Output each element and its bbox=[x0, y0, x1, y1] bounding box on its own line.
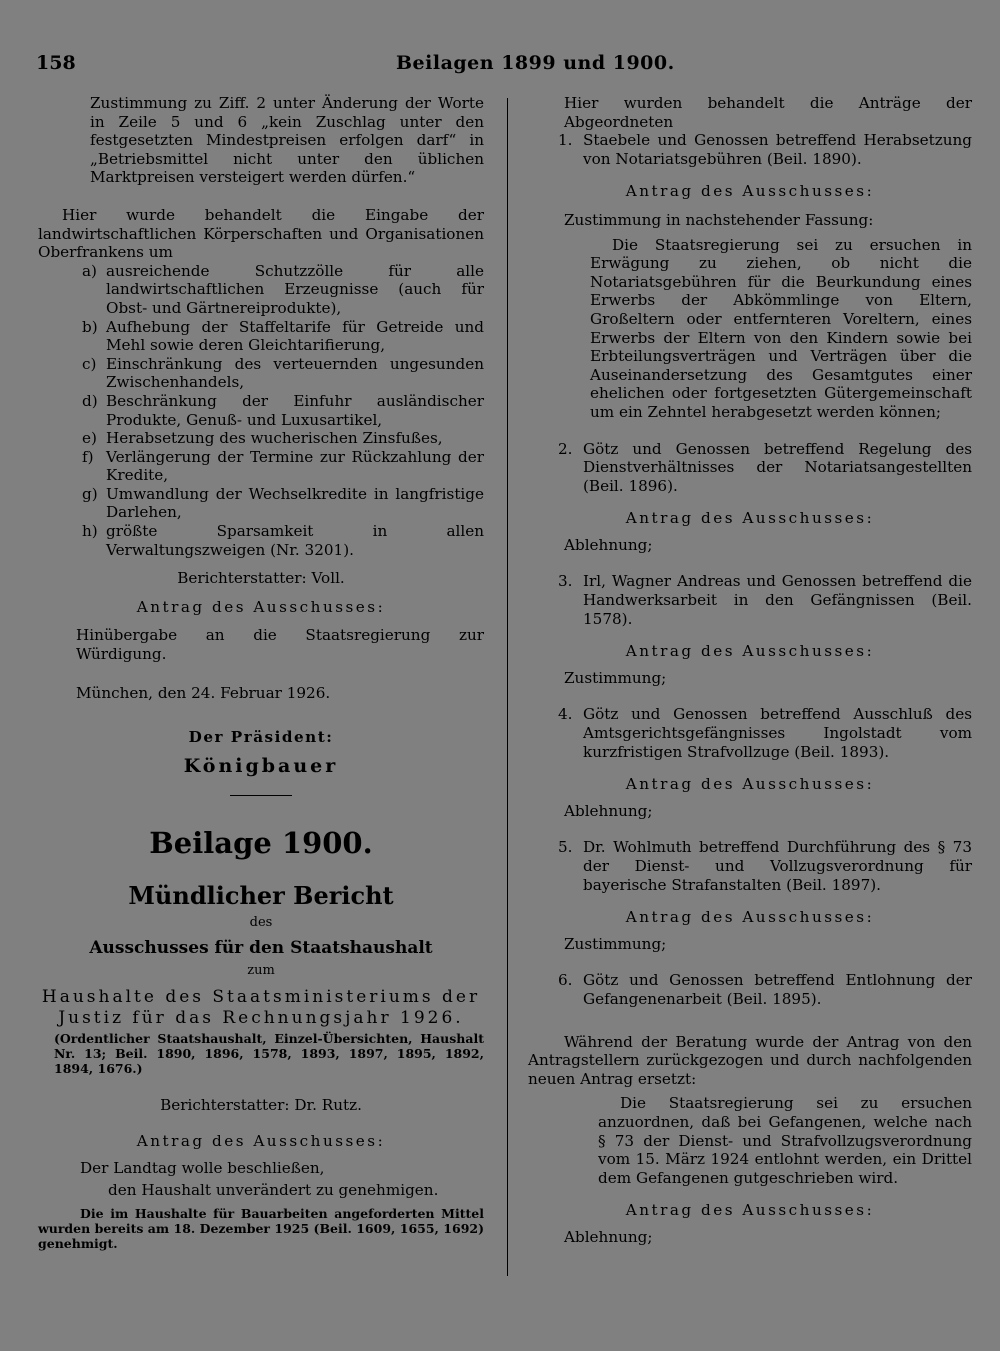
intro-antraege: Hier wurden behandelt die Anträge der Abgeordneten bbox=[564, 94, 972, 131]
motion-6-text: Götz und Genossen betreffend Entlohnung der Gefangenenarbeit (Beil. 1895). bbox=[583, 971, 972, 1008]
zustimmung-3: Zustimmung; bbox=[564, 668, 667, 687]
president-name: Königbauer bbox=[183, 754, 339, 777]
paragraph-eingabe: Hier wurde behandelt die Eingabe der landwirtschaftlichen Körperschaften und Organisationen Oberfrankens um bbox=[38, 205, 484, 262]
antrag-heading-r3: Antrag des Ausschusses: bbox=[625, 642, 875, 661]
list-item-text: Einschränkung des verteuernden ungesunden Zwischenhandels, bbox=[106, 354, 484, 392]
president-title: Der Präsident: bbox=[188, 728, 334, 747]
motion-1 bbox=[528, 131, 972, 168]
reporter-rutz: Berichterstatter: Dr. Rutz. bbox=[160, 1095, 362, 1114]
motion-6 bbox=[528, 971, 972, 1008]
list-item-text: ausreichende Schutzzölle für alle landwirtschaftlichen Erzeugnisse (auch für Obst- und Gärtnereiprodukte), bbox=[106, 261, 484, 317]
list-item-marker: f) bbox=[82, 447, 94, 466]
landtag-line2: den Haushalt unverändert zu genehmigen. bbox=[108, 1181, 439, 1200]
motion-number: 6. bbox=[558, 971, 573, 990]
page-number: 158 bbox=[36, 52, 76, 74]
footnote: Die im Haushalte für Bauarbeiten angeforderten Mittel wurden bereits am 18. Dezember 1925 (Beil. 1609, 1655, 1692) genehmigt. bbox=[38, 1205, 484, 1251]
list-item-marker: h) bbox=[82, 522, 98, 541]
antrag-heading-r2: Antrag des Ausschusses: bbox=[625, 509, 875, 528]
date-line: München, den 24. Februar 1926. bbox=[76, 683, 331, 702]
list-item-text: Verlängerung der Termine zur Rückzahlung der Kredite, bbox=[106, 447, 484, 485]
ablehnung-6: Ablehnung; bbox=[564, 1227, 653, 1246]
paragraph-zustimmung: Zustimmung zu Ziff. 2 unter Änderung der Worte in Zeile 5 und 6 „kein Zuschlag unter den festgesetzten Mindestpreisen erfolgen darf“ in „Betriebsmittel nicht unter den üblichen Marktpreisen versteigert werden dürfen.“ bbox=[90, 94, 484, 187]
landtag-line1: Der Landtag wolle beschließen, bbox=[80, 1158, 325, 1177]
motion-2-text: Götz und Genossen betreffend Regelung des Dienstverhältnisses der Notariatsangestellten (Beil. 1896). bbox=[583, 439, 972, 495]
list-item bbox=[38, 448, 484, 485]
quote-gefangene: Die Staatsregierung sei zu ersuchen anzuordnen, daß bei Gefangenen, welche nach § 73 der Dienst- und Strafvollzugsverordnung vom 15. März 1924 entlohnt werden, ein Drittel dem Gefangenen gutgeschrieben wird. bbox=[598, 1094, 972, 1187]
ablehnung-2: Ablehnung; bbox=[564, 535, 653, 554]
left-column bbox=[38, 94, 484, 1251]
column-divider bbox=[507, 98, 508, 1276]
list-item-marker: e) bbox=[82, 429, 97, 448]
quote-notariat: Die Staatsregierung sei zu ersuchen in Erwägung zu ziehen, ob nicht die Notariatsgebühren für die Beurkundung eines Erwerbs der Abkömmlinge von Eltern, Großeltern oder entfernteren Voreltern, eines Erwerbs der Eltern von den Kindern sowie bei Erbteilungsverträgen und Verträgen über die Auseinandersetzung des Gesamtgutes einer ehelichen oder fortgesetzten Gütergemeinschaft um ein Zehntel herabgesetzt werden können; bbox=[590, 235, 972, 421]
demands-list bbox=[38, 262, 484, 560]
list-item-marker: d) bbox=[82, 391, 98, 410]
antrag-heading-r4: Antrag des Ausschusses: bbox=[625, 775, 875, 794]
motion-3 bbox=[528, 572, 972, 628]
motion-number: 2. bbox=[558, 439, 573, 458]
motion-1-text: Staebele und Genossen betreffend Herabsetzung von Notariatsgebühren (Beil. 1890). bbox=[583, 131, 972, 168]
motion-4 bbox=[528, 705, 972, 761]
list-item-text: größte Sparsamkeit in allen Verwaltungszweigen (Nr. 3201). bbox=[106, 522, 484, 559]
antrag-heading: Antrag des Ausschusses: bbox=[136, 597, 386, 616]
list-item bbox=[38, 392, 484, 429]
list-item bbox=[38, 262, 484, 318]
hinuebergabe-text: Hinübergabe an die Staatsregierung zur Würdigung. bbox=[76, 626, 484, 664]
motion-number: 4. bbox=[558, 705, 573, 724]
reference-line: (Ordentlicher Staatshaushalt, Einzel-Übersichten, Haushalt Nr. 13; Beil. 1890, 1896, 1578, 1893, 1897, 1895, 1892, 1894, 1676.) bbox=[54, 1030, 484, 1076]
motion-5 bbox=[528, 838, 972, 894]
motion-5-text: Dr. Wohlmuth betreffend Durchführung des § 73 der Dienst- und Vollzugsverordnung für bayerische Strafanstalten (Beil. 1897). bbox=[583, 838, 972, 894]
list-item-marker: a) bbox=[82, 261, 97, 280]
motion-number: 3. bbox=[558, 572, 573, 591]
zum-label: zum bbox=[247, 963, 275, 978]
list-item-marker: c) bbox=[82, 354, 97, 373]
motion-3-text: Irl, Wagner Andreas und Genossen betreffend die Handwerksarbeit in den Gefängnissen (Beil. 1578). bbox=[583, 572, 972, 628]
motion-number: 5. bbox=[558, 838, 573, 857]
haushalt-line2: Justiz für das Rechnungsjahr 1926. bbox=[58, 1007, 464, 1028]
list-item bbox=[38, 429, 484, 448]
antrag-heading-r6: Antrag des Ausschusses: bbox=[625, 1201, 875, 1220]
list-item-text: Beschränkung der Einfuhr ausländischer Produkte, Genuß- und Luxusartikel, bbox=[106, 391, 484, 429]
antrag-heading-r1: Antrag des Ausschusses: bbox=[625, 182, 875, 201]
list-item bbox=[38, 522, 484, 559]
motion-number: 1. bbox=[558, 131, 573, 150]
list-item bbox=[38, 318, 484, 355]
right-column bbox=[528, 94, 972, 1247]
waehrend-beratung: Während der Beratung wurde der Antrag von den Antragstellern zurückgezogen und durch nachfolgenden neuen Antrag ersetzt: bbox=[528, 1032, 972, 1088]
list-item-marker: g) bbox=[82, 484, 98, 503]
list-item bbox=[38, 485, 484, 522]
zustimmung-fassung: Zustimmung in nachstehender Fassung: bbox=[564, 210, 874, 229]
running-head: Beilagen 1899 und 1900. bbox=[396, 52, 675, 74]
bericht-title: Mündlicher Bericht bbox=[128, 881, 394, 911]
motion-2 bbox=[528, 440, 972, 496]
section-divider bbox=[230, 795, 292, 796]
zustimmung-5: Zustimmung; bbox=[564, 934, 667, 953]
list-item-marker: b) bbox=[82, 317, 98, 336]
list-item bbox=[38, 355, 484, 392]
antrag-heading-2: Antrag des Ausschusses: bbox=[136, 1132, 386, 1151]
reporter-voll: Berichterstatter: Voll. bbox=[177, 569, 345, 588]
antrag-heading-r5: Antrag des Ausschusses: bbox=[625, 908, 875, 927]
haushalt-line1: Haushalte des Staatsministeriums der bbox=[41, 986, 481, 1007]
list-item-text: Aufhebung der Staffeltarife für Getreide und Mehl sowie deren Gleichtarifierung, bbox=[106, 317, 484, 355]
list-item-text: Umwandlung der Wechselkredite in langfristige Darlehen, bbox=[106, 484, 484, 522]
ausschuss-title: Ausschusses für den Staatshaushalt bbox=[89, 938, 433, 958]
motion-4-text: Götz und Genossen betreffend Ausschluß des Amtsgerichtsgefängnisses Ingolstadt vom kurzfristigen Strafvollzuge (Beil. 1893). bbox=[583, 705, 972, 761]
des-label: des bbox=[249, 915, 273, 931]
ablehnung-4: Ablehnung; bbox=[564, 801, 653, 820]
list-item-text: Herabsetzung des wucherischen Zinsfußes, bbox=[106, 429, 443, 448]
beilage-title: Beilage 1900. bbox=[149, 826, 373, 861]
